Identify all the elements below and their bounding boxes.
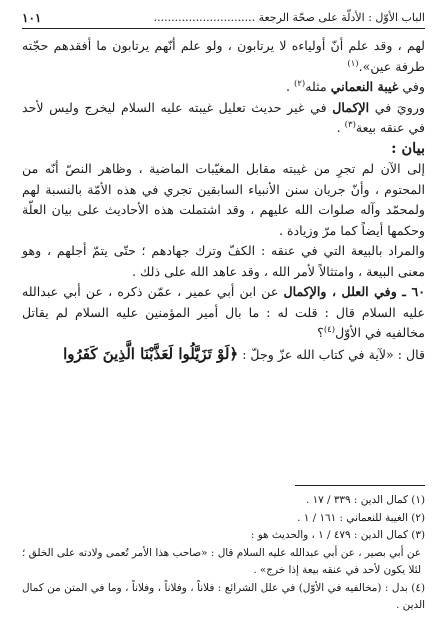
footnote-rule	[295, 485, 425, 486]
page-number: ١٠١	[22, 11, 42, 25]
paragraph-1: لهم ، وقد علم أنّ أولياءه لا يرتابون ، ولو علم أنّهم يرتابون ما أفقدهم حجّته طرفة عين».$^{(١)}$	[22, 38, 425, 74]
footnote-ref-4: (٤)	[323, 324, 336, 335]
source-ilal-ikmal: وفي العلل ، والإكمال	[283, 284, 397, 299]
footnote-1: (١) كمال الدين : ٣٣٩ / ١٧ .	[305, 494, 425, 506]
hadith-60: ٦٠ ـ وفي العلل ، والإكمال عن ابن أبي عمير ، عمّن ذكره ، عن أبي عبدالله عليه السلام قال : قلت له : ما بال أمير المؤمنين عليه السلام لم يقاتل مخالفيه في الأوّل$^{(٤)}$؟	[22, 284, 425, 340]
bayan-heading: بيان :	[391, 139, 425, 157]
main-text	[22, 36, 425, 365]
source-ghayba-numani: غيبة النعماني	[330, 79, 399, 94]
footnote-3-text: عن أبي بصير ، عن أبي عبدالله عليه السلام قال : «صاحب هذا الأمر تُعمى ولادته على الخلق ؛ لئلا يكون لأحد في عنقه بيعة إذا خرج» .	[22, 546, 421, 576]
footnote-4: (٤) بدل : (مخالفيه في الأوّل) في علل الشرائع : فلاناً ، وفلاناً ، وفلاناً ، وما في المتن من كمال الدين .	[22, 581, 425, 611]
paragraph-7: قال : «لآية في كتاب الله عزّ وجلّ : ﴿لَوْ تَزَيَّلُوا لَعَذَّبْنَا الَّذِينَ كَفَرُوا	[63, 344, 425, 363]
footnote-3: (٣) كمال الدين : ٤٧٩ / ١ ، والحديث هو :	[250, 529, 425, 541]
source-ikmal: الإكمال	[332, 99, 370, 115]
header-rule	[22, 28, 425, 29]
footnote-ref-2: (٢)	[294, 78, 306, 89]
paragraph-5: والمراد بالبيعة التي في عنقه : الكفّ وترك جهادهم ؛ حتّى يتمّ أجلهم ، وهو معنى البيعة ، وامتثالاً لأمر الله ، وقد عاهد الله على ذلك .	[22, 243, 425, 279]
paragraph-3: ورويَ في الإكمال في غير حديث تعليل غيبته عليه السلام ليخرج وليس لأحد في عنقه بيعة$^{(٣)}$ .	[22, 99, 425, 135]
running-title: الباب الأوّل : الأدلّة على صحّة الرجعة .............................	[153, 11, 425, 24]
footnote-2: (٢) الغيبة للنعماني : ١٦١ / ١ .	[297, 511, 425, 524]
paragraph-4: إلى الآن لم تجرِ من غيبته مقابل المغيّبات الماضية ، وظاهر النصّ أنّه من المحتوم ، وأنّ جريان سنن الأنبياء السابقين تجري في هذه الأمّة بالنسبة لهم ولمحمّد وآله صلوات الله عليهم ، وقد اشتملت هذه الأحاديث على بيان العلّة وحكمها أيضاً كما مرّ وزيادة .	[22, 161, 425, 238]
footnotes	[22, 492, 425, 615]
quran-verse: ﴿لَوْ تَزَيَّلُوا لَعَذَّبْنَا الَّذِينَ كَفَرُوا	[63, 344, 239, 363]
footnote-ref-3: (٣)	[344, 119, 356, 130]
page-header	[22, 9, 425, 27]
footnote-ref-1: (١)	[347, 58, 359, 69]
paragraph-2: وفي غيبة النعماني مثله$^{(٢)}$ .	[286, 78, 425, 94]
